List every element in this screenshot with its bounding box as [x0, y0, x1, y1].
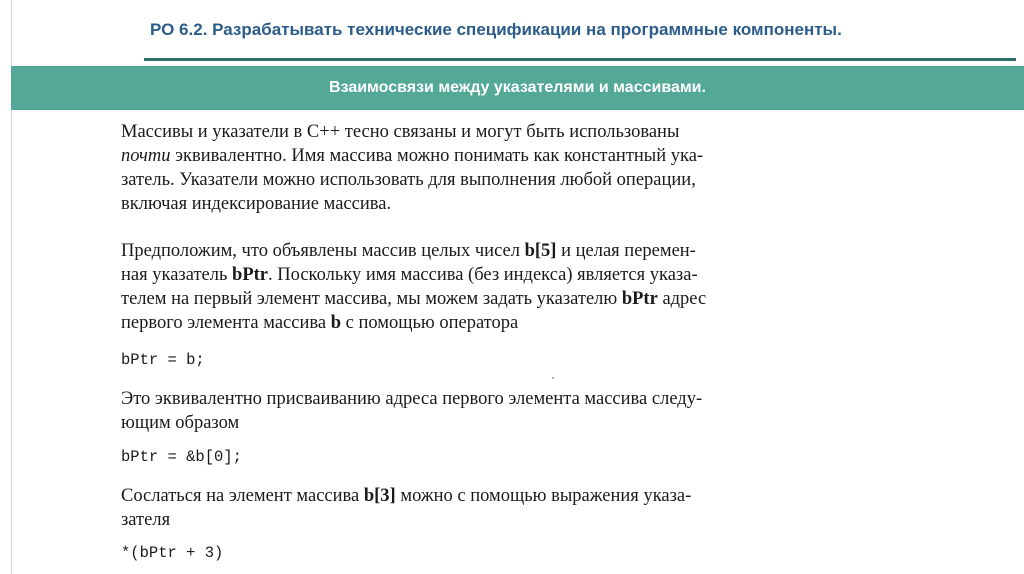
section-title: Взаимосвязи между указателями и массивами. — [329, 79, 706, 96]
paragraph-arrays-pointers — [121, 120, 953, 216]
header-underline — [144, 58, 1016, 61]
text-line: ющим образом — [121, 413, 240, 433]
text-line: зателя — [121, 510, 171, 530]
text-line — [121, 239, 953, 263]
text-line: Массивы и указатели в C++ тесно связаны и могут быть использованы — [121, 122, 680, 142]
paragraph-reference — [121, 484, 953, 532]
text-line — [121, 484, 953, 508]
text-fragment: телем на первый элемент массива, мы можем задать указателю — [121, 289, 622, 309]
italic-word: почти — [121, 146, 171, 166]
text-fragment: . Поскольку имя массива (без индекса) является указа- — [268, 265, 698, 285]
section-band — [11, 66, 1024, 110]
paragraph-suppose — [121, 239, 953, 335]
text-line: включая индексирование массива. — [121, 194, 392, 214]
code-snippet-assign: bPtr = b; — [121, 351, 205, 369]
text-fragment: можно с помощью выражения указа- — [395, 486, 692, 506]
paragraph-equivalent — [121, 387, 953, 435]
text-fragment: Сослаться на элемент массива — [121, 486, 364, 506]
text-fragment: эквивалентно. Имя массива можно понимать как константный ука- — [170, 146, 704, 166]
text-line: затель. Указатели можно использовать для выполнения любой операции, — [121, 170, 696, 190]
text-fragment: адрес — [657, 289, 707, 309]
text-line — [121, 263, 953, 287]
text-line — [121, 311, 953, 335]
text-line — [121, 287, 953, 311]
text-fragment: первого элемента массива — [121, 313, 331, 333]
slide-header-title: РО 6.2. Разрабатывать технические спецификации на программные компоненты. — [150, 20, 842, 39]
code-snippet-deref: *(bPtr + 3) — [121, 544, 224, 562]
code-snippet-address: bPtr = &b[0]; — [121, 448, 242, 466]
text-fragment: Предположим, что объявлены массив целых чисел — [121, 241, 525, 261]
bold-identifier: bPtr — [232, 265, 269, 285]
scan-speck — [552, 377, 554, 379]
text-line — [121, 144, 953, 168]
text-fragment: ная указатель — [121, 265, 233, 285]
slide-body — [121, 120, 953, 564]
text-fragment: и целая перемен- — [556, 241, 696, 261]
bold-identifier: b[5] — [524, 241, 557, 261]
text-fragment: с помощью оператора — [340, 313, 519, 333]
bold-identifier: b — [330, 313, 341, 333]
bold-identifier: bPtr — [621, 289, 658, 309]
text-line: Это эквивалентно присваиванию адреса первого элемента массива следу- — [121, 389, 703, 409]
bold-identifier: b[3] — [363, 486, 396, 506]
